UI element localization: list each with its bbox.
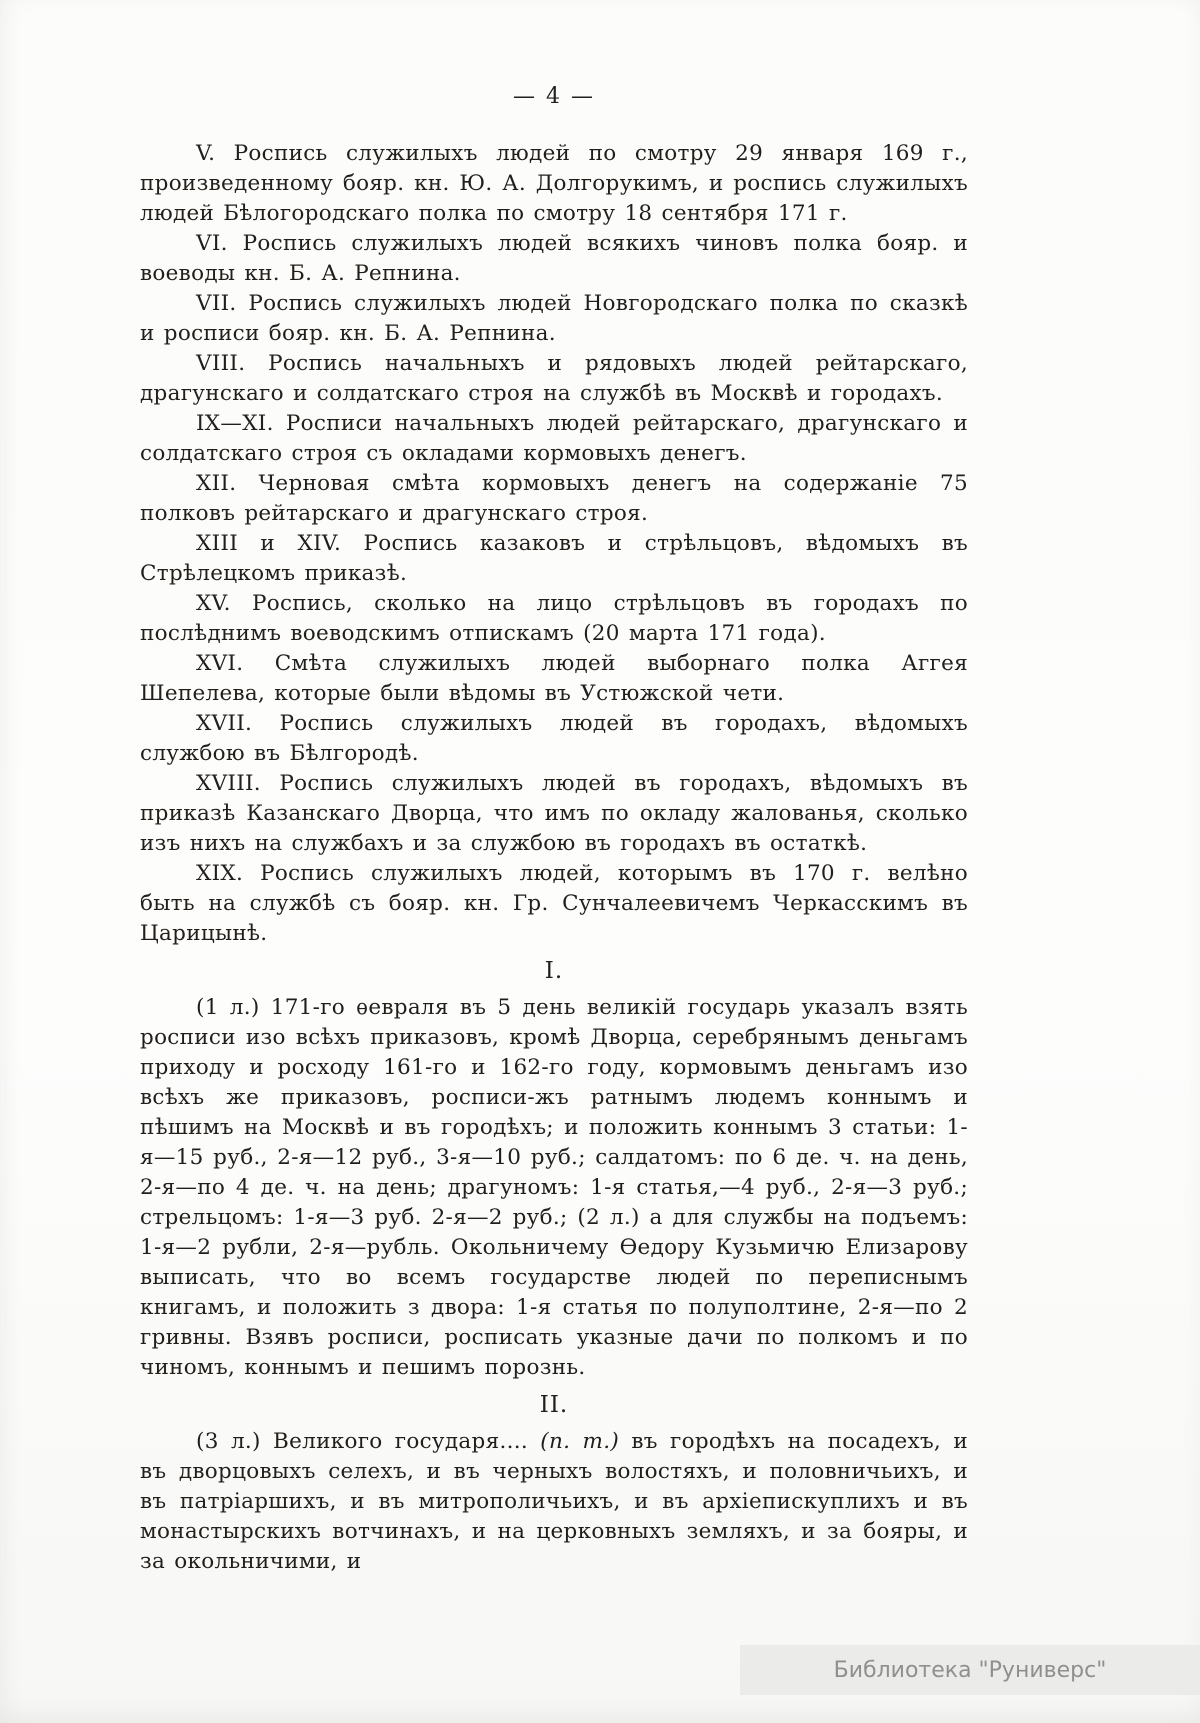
- section-2-paragraph: [140, 1427, 968, 1577]
- toc-entry-v: V. Роспись служилыхъ людей по смотру 29 января 169 г., произведенному бояр. кн. Ю. А. Долгорукимъ, и роспись служилыхъ людей Бѣлогородскаго полка по смотру 18 сентября 171 г.: [140, 141, 968, 226]
- section-2-text-pre: (3 л.) Великого государя....: [196, 1429, 541, 1454]
- toc-entry-xviii: XVIII. Роспись служилыхъ людей въ городахъ, вѣдомыхъ въ приказѣ Казанскаго Дворца, что имъ по окладу жалованья, сколько изъ нихъ на службахъ и за службою въ городахъ въ остаткѣ.: [140, 771, 968, 856]
- toc-entry-viii: VIII. Роспись начальныхъ и рядовыхъ людей рейтарскаго, драгунскаго и солдатскаго строя на службѣ въ Москвѣ и городахъ.: [140, 351, 968, 406]
- library-watermark: Библиотека "Руниверс": [740, 1645, 1200, 1695]
- text-block: [140, 84, 968, 1577]
- toc-entry-ix-xi: IX—XI. Росписи начальныхъ людей рейтарскаго, драгунскаго и солдатскаго строя съ окладами кормовыхъ денегъ.: [140, 411, 968, 466]
- toc-entry-vii: VII. Роспись служилыхъ людей Новгородскаго полка по сказкѣ и росписи бояр. кн. Б. А. Репнина.: [140, 291, 968, 346]
- section-2-text-italic: (п. т.): [540, 1429, 620, 1454]
- toc-entry-xv: XV. Роспись, сколько на лицо стрѣльцовъ въ городахъ по послѣднимъ воеводскимъ отпискамъ (20 марта 171 года).: [140, 591, 968, 646]
- toc-entry-xix: XIX. Роспись служилыхъ людей, которымъ въ 170 г. велѣно быть на службѣ съ бояр. кн. Гр. Сунчалеевичемъ Черкасскимъ въ Царицынѣ.: [140, 861, 968, 946]
- toc-entry-vi: VI. Роспись служилыхъ людей всякихъ чиновъ полка бояр. и воеводы кн. Б. А. Репнина.: [140, 231, 968, 286]
- toc-entry-xiii-xiv: XIII и XIV. Роспись казаковъ и стрѣльцовъ, вѣдомыхъ въ Стрѣлецкомъ приказѣ.: [140, 531, 968, 586]
- section-heading-2: II.: [539, 1392, 569, 1418]
- section-heading-1: I.: [544, 958, 564, 984]
- toc-entry-xvi: XVI. Смѣта служилыхъ людей выборнаго полка Аггея Шепелева, которые были вѣдомы въ Устюжской чети.: [140, 651, 968, 706]
- page-number: — 4 —: [513, 84, 595, 109]
- section-2-text-post: въ городѣхъ на посадехъ, и въ дворцовыхъ селехъ, и въ черныхъ волостяхъ, и половничьихъ, и въ патріаршихъ, и въ митрополичьихъ, и въ архіепискуплихъ и въ монастырскихъ вотчинахъ, и на церковныхъ земляхъ, и за бояры, и за окольничими, и: [140, 1429, 968, 1574]
- toc-entry-xvii: XVII. Роспись служилыхъ людей въ городахъ, вѣдомыхъ службою въ Бѣлгородѣ.: [140, 711, 968, 766]
- toc-entry-xii: XII. Черновая смѣта кормовыхъ денегъ на содержаніе 75 полковъ рейтарскаго и драгунскаго строя.: [140, 471, 968, 526]
- section-1-paragraph: (1 л.) 171-го ѳевраля въ 5 день великій государь указалъ взять росписи изо всѣхъ приказовъ, кромѣ Дворца, серебрянымъ деньгамъ приходу и росходу 161-го и 162-го году, кормовымъ деньгамъ изо всѣхъ же приказовъ, росписи-жъ ратнымъ людемъ коннымъ и пѣшимъ на Москвѣ и въ городѣхъ; и положить коннымъ 3 статьи: 1-я—15 руб., 2-я—12 руб., 3-я—10 руб.; салдатомъ: по 6 де. ч. на день, 2-я—по 4 де. ч. на день; драгуномъ: 1-я статья,—4 руб., 2-я—3 руб.; стрельцомъ: 1-я—3 руб. 2-я—2 руб.; (2 л.) а для службы на подъемъ: 1-я—2 рубли, 2-я—рубль. Окольничему Ѳедору Кузьмичю Елизарову выписать, что во всемъ государстве людей по переписнымъ книгамъ, и положить з двора: 1-я статья по полуполтине, 2-я—по 2 гривны. Взявъ росписи, росписать указные дачи по полкомъ и по чиномъ, коннымъ и пешимъ порознь.: [140, 995, 968, 1380]
